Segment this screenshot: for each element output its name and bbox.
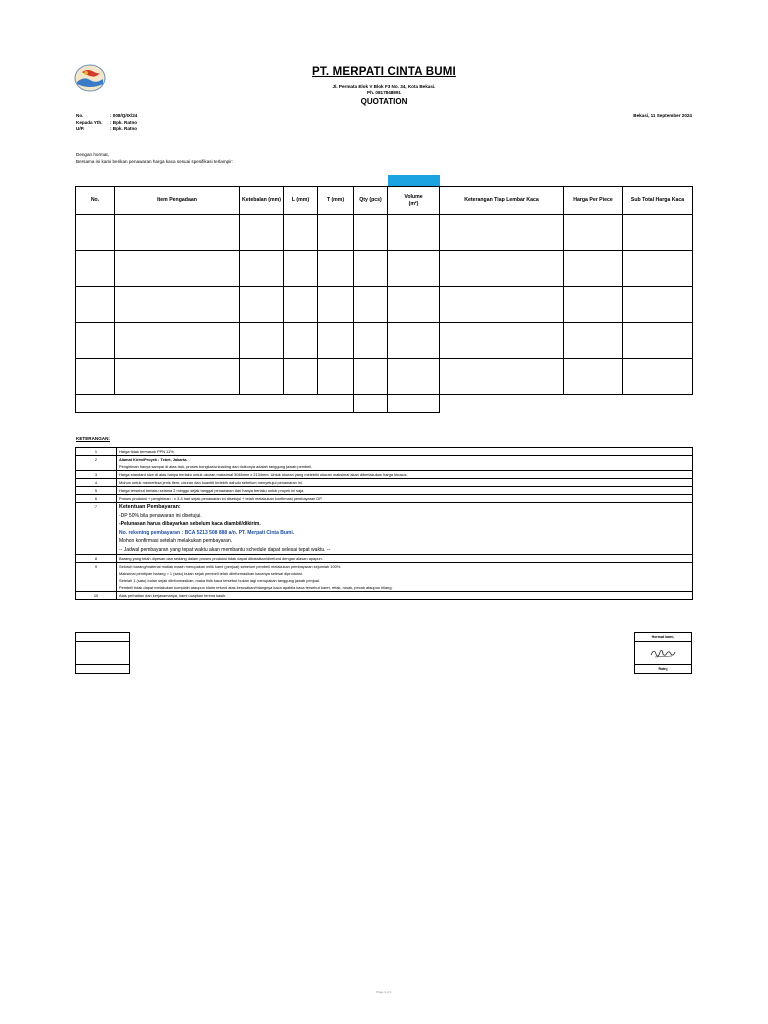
liability-note: Setelah 1 (satu) bulan sejak diinformasikan, maka fisik kaca tersebut bukan lagi merupakan tanggung jawab penjual. [119, 578, 320, 583]
payment-confirm: Mohon konfirmasi setelah melakukan pembayaran. [119, 538, 233, 544]
table-cell[interactable] [623, 287, 693, 323]
table-cell[interactable] [564, 251, 623, 287]
col-thickness: Ketebalan (mm) [240, 187, 284, 215]
customer-signature-box [75, 632, 130, 674]
table-row [76, 251, 693, 287]
note-number: 4 [76, 479, 117, 487]
delivery-address: Alamat Kirim/Proyek : Tebet, Jakarta. [119, 457, 188, 462]
table-cell[interactable] [388, 215, 440, 251]
col-notes: Keterangan Tiap Lembar Kaca [440, 187, 564, 215]
table-cell[interactable] [623, 323, 693, 359]
note-row [76, 448, 693, 456]
payment-settlement: -Pelunasan harus dibayarkan sebelum kaca diambil/dikirim. [119, 521, 261, 527]
payment-dp: -DP 50% bila penawaran ini disetujui. [119, 512, 202, 519]
up-label: U/P. [76, 126, 85, 131]
company-phone: Ph. 0817848891 [367, 90, 401, 95]
note-text [117, 456, 693, 471]
table-cell[interactable] [284, 251, 318, 287]
table-cell[interactable] [564, 215, 623, 251]
quotation-date: Bekasi, 11 September 2024 [633, 113, 692, 118]
table-cell[interactable] [318, 287, 354, 323]
table-cell[interactable] [354, 287, 388, 323]
table-cell[interactable] [76, 251, 115, 287]
table-cell[interactable] [388, 359, 440, 395]
table-cell[interactable] [115, 215, 240, 251]
ownership-note: Seluruh barang/material mutlak masih merupakan milik kami (penjual) sebelum pembeli melakukan pembayaran sejumlah 100%. [119, 564, 342, 569]
table-cell[interactable] [440, 359, 564, 395]
note-number: 1 [76, 448, 117, 456]
highlight-marker [388, 175, 440, 186]
signature-cell [76, 642, 130, 665]
notes-title: KETERANGAN: [76, 436, 110, 441]
table-cell[interactable] [76, 215, 115, 251]
payment-schedule: -- Jadwal pembayaran yang tepat waktu akan membantu schedule dapat selesai tepat waktu. -- [119, 546, 331, 553]
col-height: T (mm) [318, 187, 354, 215]
quotation-meta [76, 113, 137, 133]
claim-note: Pembeli tidak dapat melakukan komplain ataupun klaim refund atas kerusakan/hilangnya kaca apabila kaca tersebut baret, retak, rusak, pecah ataupun hilang. [119, 585, 393, 590]
table-cell[interactable] [623, 251, 693, 287]
signature-cell [76, 633, 130, 642]
note-text: Harga tidak termasuk PPN 11%. [117, 448, 693, 456]
table-cell[interactable] [115, 323, 240, 359]
note-row [76, 563, 693, 592]
note-number: 2 [76, 456, 117, 471]
up-value: : Bpk. Ratno [110, 126, 138, 131]
table-cell[interactable] [564, 359, 623, 395]
quotation-table [75, 186, 693, 413]
table-cell[interactable] [564, 287, 623, 323]
document-title: QUOTATION [360, 97, 408, 106]
total-spacer [440, 395, 693, 413]
note-text: Atas perhatian dan kerjasamanya, kami ucapkan terima kasih. [117, 592, 693, 600]
note-number: 8 [76, 555, 117, 563]
intro-text [76, 152, 233, 165]
payment-terms [117, 503, 693, 555]
table-cell[interactable] [388, 323, 440, 359]
col-no: No. [76, 187, 115, 215]
greeting: Dengan hormat, [76, 152, 109, 157]
table-header-row [76, 187, 693, 215]
table-cell[interactable] [76, 359, 115, 395]
table-row [76, 215, 693, 251]
table-cell[interactable] [115, 251, 240, 287]
table-cell[interactable] [388, 287, 440, 323]
table-cell[interactable] [240, 359, 284, 395]
note-row [76, 503, 693, 555]
total-qty-cell [354, 395, 388, 413]
table-cell[interactable] [284, 359, 318, 395]
col-subtotal: Sub Total Harga Kaca [623, 187, 693, 215]
note-row [76, 471, 693, 479]
table-cell[interactable] [354, 359, 388, 395]
signer-name: Ratnj [635, 665, 692, 674]
company-signature-box [634, 632, 692, 674]
table-cell[interactable] [440, 323, 564, 359]
note-row [76, 479, 693, 487]
company-address: Jl. Permata Elok V Blok F3 No. 34, Kota Bekasi. [332, 84, 436, 89]
table-cell[interactable] [240, 215, 284, 251]
table-cell[interactable] [284, 287, 318, 323]
page-footer: Page 1 of 1 [376, 990, 392, 994]
table-cell[interactable] [623, 215, 693, 251]
note-text [117, 563, 693, 592]
table-row [76, 287, 693, 323]
note-number: 5 [76, 487, 117, 495]
table-cell[interactable] [354, 215, 388, 251]
col-item: Item Pengadaan [115, 187, 240, 215]
signature-image-cell [635, 642, 692, 665]
table-cell[interactable] [115, 287, 240, 323]
note-number: 9 [76, 563, 117, 592]
table-cell[interactable] [440, 215, 564, 251]
total-volume-cell [388, 395, 440, 413]
note-row [76, 495, 693, 503]
table-cell[interactable] [240, 287, 284, 323]
note-row [76, 555, 693, 563]
bank-account: No. rekening pembayaran : BCA 5213 508 888 a/n. PT. Merpati Cinta Bumi. [119, 529, 295, 536]
note-number: 10 [76, 592, 117, 600]
table-cell[interactable] [440, 251, 564, 287]
col-volume [388, 187, 440, 215]
handwritten-signature [648, 645, 678, 661]
table-cell[interactable] [76, 287, 115, 323]
table-cell[interactable] [318, 359, 354, 395]
note-row [76, 487, 693, 495]
payment-title: Ketentuan Pembayaran: [119, 504, 181, 510]
note-text: Proses produksi + pengiriman : ± 3-4 hari sejak penawaran ini disetujui + telah melakukan konfirmasi pembayaran DP. [117, 495, 693, 503]
table-cell[interactable] [354, 251, 388, 287]
notes-table [75, 447, 693, 600]
table-cell[interactable] [318, 215, 354, 251]
signature-header: Hormat kami, [635, 633, 692, 642]
company-name: PT. MERPATI CINTA BUMI [312, 66, 456, 78]
note-row [76, 592, 693, 600]
intro-sentence: Bersama ini kami berikan penawaran harga kaca sesuai spesifikasi terlampir: [76, 158, 234, 164]
table-cell[interactable] [318, 323, 354, 359]
volume-label: Volume [404, 194, 423, 200]
note-number: 7 [76, 503, 117, 555]
note-number: 6 [76, 495, 117, 503]
delivery-terms: Pengiriman hanya sampai di atas truk, proses bongkar/unloading dan risikonya adalah tanggung jawab pembeli. [119, 464, 313, 469]
table-cell[interactable] [318, 251, 354, 287]
col-length: L (mm) [284, 187, 318, 215]
note-text: Barang yang telah dipesan dan sedang dalam proses produksi tidak dapat dibatalkan/direfund dengan alasan apapun. [117, 555, 693, 563]
total-label-cell [76, 395, 354, 413]
table-cell[interactable] [354, 323, 388, 359]
volume-unit: (m²) [408, 200, 419, 207]
table-cell[interactable] [284, 323, 318, 359]
table-row [76, 323, 693, 359]
table-cell[interactable] [240, 251, 284, 287]
table-cell[interactable] [284, 215, 318, 251]
table-cell[interactable] [388, 251, 440, 287]
to-label: Kepada Yth. [76, 119, 103, 125]
table-cell[interactable] [440, 287, 564, 323]
col-qty: Qty (pcs) [354, 187, 388, 215]
table-cell[interactable] [623, 359, 693, 395]
note-row [76, 456, 693, 471]
note-number: 3 [76, 471, 117, 479]
table-cell[interactable] [564, 323, 623, 359]
table-row [76, 359, 693, 395]
note-text: Harga standard size di atas hanya berlaku untuk ukuran maksimal 3048mm x 2134mm. Untuk ukuran yang melebihi ukuran maksimal akan diberlakukan harga khusus. [117, 471, 693, 479]
table-cell[interactable] [240, 323, 284, 359]
table-total-row [76, 395, 693, 413]
signature-cell [76, 665, 130, 674]
table-cell[interactable] [115, 359, 240, 395]
table-cell[interactable] [76, 323, 115, 359]
note-text: Mohon untuk memeriksa jenis item, ukuran dan kuantiti terlebih dahulu sebelum menyetujui penawaran ini. [117, 479, 693, 487]
to-value: : Bpk. Ratno [110, 119, 138, 125]
no-value: : 008/Q/IX/24 [110, 113, 138, 118]
col-price: Harga Per Piece [564, 187, 623, 215]
note-text: Harga tersebut berlaku selama 2 minggu sejak tanggal penawaran dan hanya berlaku untuk proyek ini saja. [117, 487, 693, 495]
storage-note: Maksimal penitipan barang = 1 (satu) bulan sejak pembeli telah diinformasikan kacanya selesai diproduksi. [119, 571, 303, 576]
no-label: No. [76, 113, 84, 118]
